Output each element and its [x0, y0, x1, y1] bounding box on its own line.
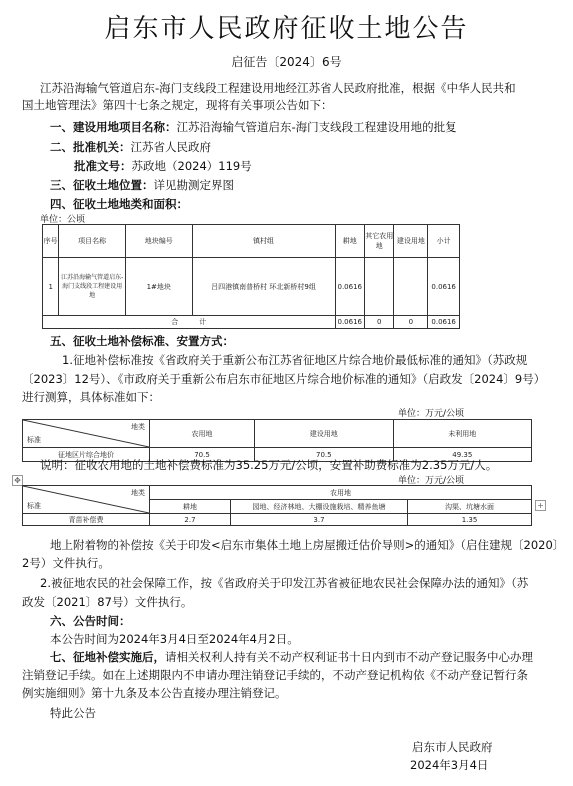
- approval-number-value: 苏政地（2024）119号: [131, 159, 252, 173]
- section-7-label: 七、征地补偿实施后，: [50, 650, 165, 664]
- page-title: 启东市人民政府征收土地公告: [104, 14, 469, 44]
- table-3-corner-bottom: 标准: [27, 502, 41, 510]
- intro-line-2: 国土地管理法》第四十七条之规定，现将有关事项公告如下：: [22, 98, 333, 112]
- cell-other-farm: [364, 258, 393, 316]
- table-2-corner-top: 地类: [131, 423, 145, 431]
- section-3-label: 三、征收土地位置：: [50, 178, 154, 192]
- table-2-value-unused: 49.35: [393, 448, 531, 462]
- section-5-p1-line-1: 1.征地补偿标准按《省政府关于重新公布江苏省征地区片综合地价最低标准的通知》（苏政规: [62, 353, 528, 367]
- section-5-label: 五、征收土地补偿标准、安置方式：: [50, 334, 234, 348]
- move-handle-icon[interactable]: ✥: [12, 475, 23, 486]
- table-3-value-cultivated: 2.7: [150, 514, 231, 526]
- header-cultivated: 耕地: [335, 225, 364, 258]
- crop-compensation-table: [22, 485, 532, 526]
- cell-subtotal: 0.0616: [428, 258, 460, 316]
- intro-line-1: 江苏沿海输气管道启东-海门支线段工程建设用地经江苏省人民政府批准，根据《中华人民共和: [40, 81, 516, 95]
- plus-icon[interactable]: +: [535, 500, 546, 511]
- section-4-label: 四、征收土地地类和面积：: [50, 197, 188, 211]
- table-3-unit: 单位：万元/公顷: [398, 476, 465, 486]
- table-row: [23, 514, 532, 526]
- table-2-value-farmland: 70.5: [150, 448, 255, 462]
- table-2-header-farmland: 农用地: [150, 420, 255, 448]
- total-construction: 0: [394, 316, 428, 329]
- section-5-p1-line-3: 进行测算，具体标准如下：: [22, 390, 160, 404]
- table-1-unit: 单位：公顷: [40, 215, 86, 225]
- table-2-unit: 单位：万元/公顷: [398, 409, 465, 419]
- table-3-header-cultivated: 耕地: [150, 500, 231, 514]
- section-2-approval: [74, 158, 252, 175]
- section-7-text-1: 请相关权利人持有关不动产权利证书十日内到市不动产登记服务中心办理: [165, 650, 533, 664]
- cell-town-village: 吕四港镇南普桥村 环北新桥村9组: [192, 258, 335, 316]
- section-3-value: 详见勘测定界图: [153, 178, 234, 192]
- social-security-line-1: 2.被征地农民的社会保障工作，按《省政府关于印发江苏省被征地农民社会保障办法的通知》（苏: [40, 576, 529, 590]
- header-index: 序号: [43, 225, 59, 258]
- table-2-row-label: 征地区片综合地价: [23, 448, 150, 462]
- section-6-label: 六、公告时间：: [50, 614, 131, 628]
- header-other-farm: 其它农用地: [364, 225, 393, 258]
- table-3-value-ditch: 1.35: [408, 514, 532, 526]
- table-2-header-unused: 未利用地: [393, 420, 531, 448]
- table-3-row-label: 青苗补偿费: [23, 514, 150, 526]
- attachment-line-1: 地上附着物的补偿按《关于印发<启东市集体土地上房屋搬迁估价导则>的通知》（启住建规〔2020〕: [50, 538, 565, 552]
- header-project: 项目名称: [59, 225, 126, 258]
- section-2: [50, 139, 211, 156]
- total-label-1: 合: [171, 318, 179, 326]
- section-5-p1-line-2: 〔2023〕12号）、《市政府关于重新公布启东市征地区片综合地价标准的通知》（启政发〔2024〕9号）: [22, 372, 546, 386]
- table-2-corner-bottom: 标准: [27, 436, 41, 444]
- attachment-line-2: 2号）文件执行。: [22, 556, 110, 570]
- table-2-header-construction: 建设用地: [255, 420, 393, 448]
- table-2-corner: [23, 420, 150, 448]
- header-town-village: 镇村组: [192, 225, 335, 258]
- section-6-value: 本公告时间为2024年3月4日至2024年4月2日。: [50, 632, 299, 646]
- approval-number-label: 批准文号：: [74, 159, 132, 173]
- cell-construction: [394, 258, 428, 316]
- note-line: 说明：征收农用地的土地补偿费标准为35.25万元/公顷，安置补助费标准为2.35万元/人。: [40, 458, 498, 472]
- land-area-table: [42, 224, 460, 329]
- document-number: 启征告〔2024〕6号: [231, 55, 342, 69]
- comprehensive-price-table: [22, 419, 532, 462]
- section-1-label: 一、建设用地项目名称：: [50, 120, 177, 134]
- section-3: [50, 177, 234, 194]
- table-3-group-header: 农用地: [150, 486, 532, 500]
- cell-project: 江苏沿海输气管道启东-海门支线段工程建设用地: [59, 258, 126, 316]
- table-3-value-orchard: 3.7: [231, 514, 408, 526]
- section-7-line-1: [50, 649, 533, 666]
- total-other-farm: 0: [364, 316, 393, 329]
- section-2-label: 二、批准机关：: [50, 140, 131, 154]
- section-1: [50, 119, 457, 136]
- section-2-value: 江苏省人民政府: [130, 140, 211, 154]
- total-subtotal: 0.0616: [428, 316, 460, 329]
- total-label-2: 计: [199, 318, 207, 326]
- header-parcel: 地块编号: [125, 225, 192, 258]
- total-cultivated: 0.0616: [335, 316, 364, 329]
- cell-cultivated: 0.0616: [335, 258, 364, 316]
- total-row: [43, 316, 460, 329]
- table-3-header-ditch: 沟渠、坑塘水面: [408, 500, 532, 514]
- table-3-header-orchard: 园地、经济林地、大棚设施栽培、精养鱼塘: [231, 500, 408, 514]
- header-subtotal: 小计: [428, 225, 460, 258]
- section-1-value: 江苏沿海输气管道启东-海门支线段工程建设用地的批复: [176, 120, 457, 134]
- cell-parcel: 1#地块: [125, 258, 192, 316]
- table-3-corner-top: 地类: [131, 489, 145, 497]
- table-2-value-construction: 70.5: [255, 448, 393, 462]
- signature-org: 启东市人民政府: [412, 740, 493, 754]
- closing-text: 特此公告: [50, 706, 96, 720]
- section-7-line-3: 例实施细则》第十九条及本公告直接办理注销登记。: [22, 686, 287, 700]
- table-row: [43, 258, 460, 316]
- header-construction: 建设用地: [394, 225, 428, 258]
- social-security-line-2: 政发〔2021〕87号）文件执行。: [22, 595, 193, 609]
- cell-index: 1: [43, 258, 59, 316]
- signature-date: 2024年3月4日: [410, 758, 489, 772]
- section-7-line-2: 注销登记手续。如在上述期限内不申请办理注销登记手续的，不动产登记机构依《不动产登记暂行条: [22, 668, 528, 682]
- table-3-corner: [23, 486, 150, 514]
